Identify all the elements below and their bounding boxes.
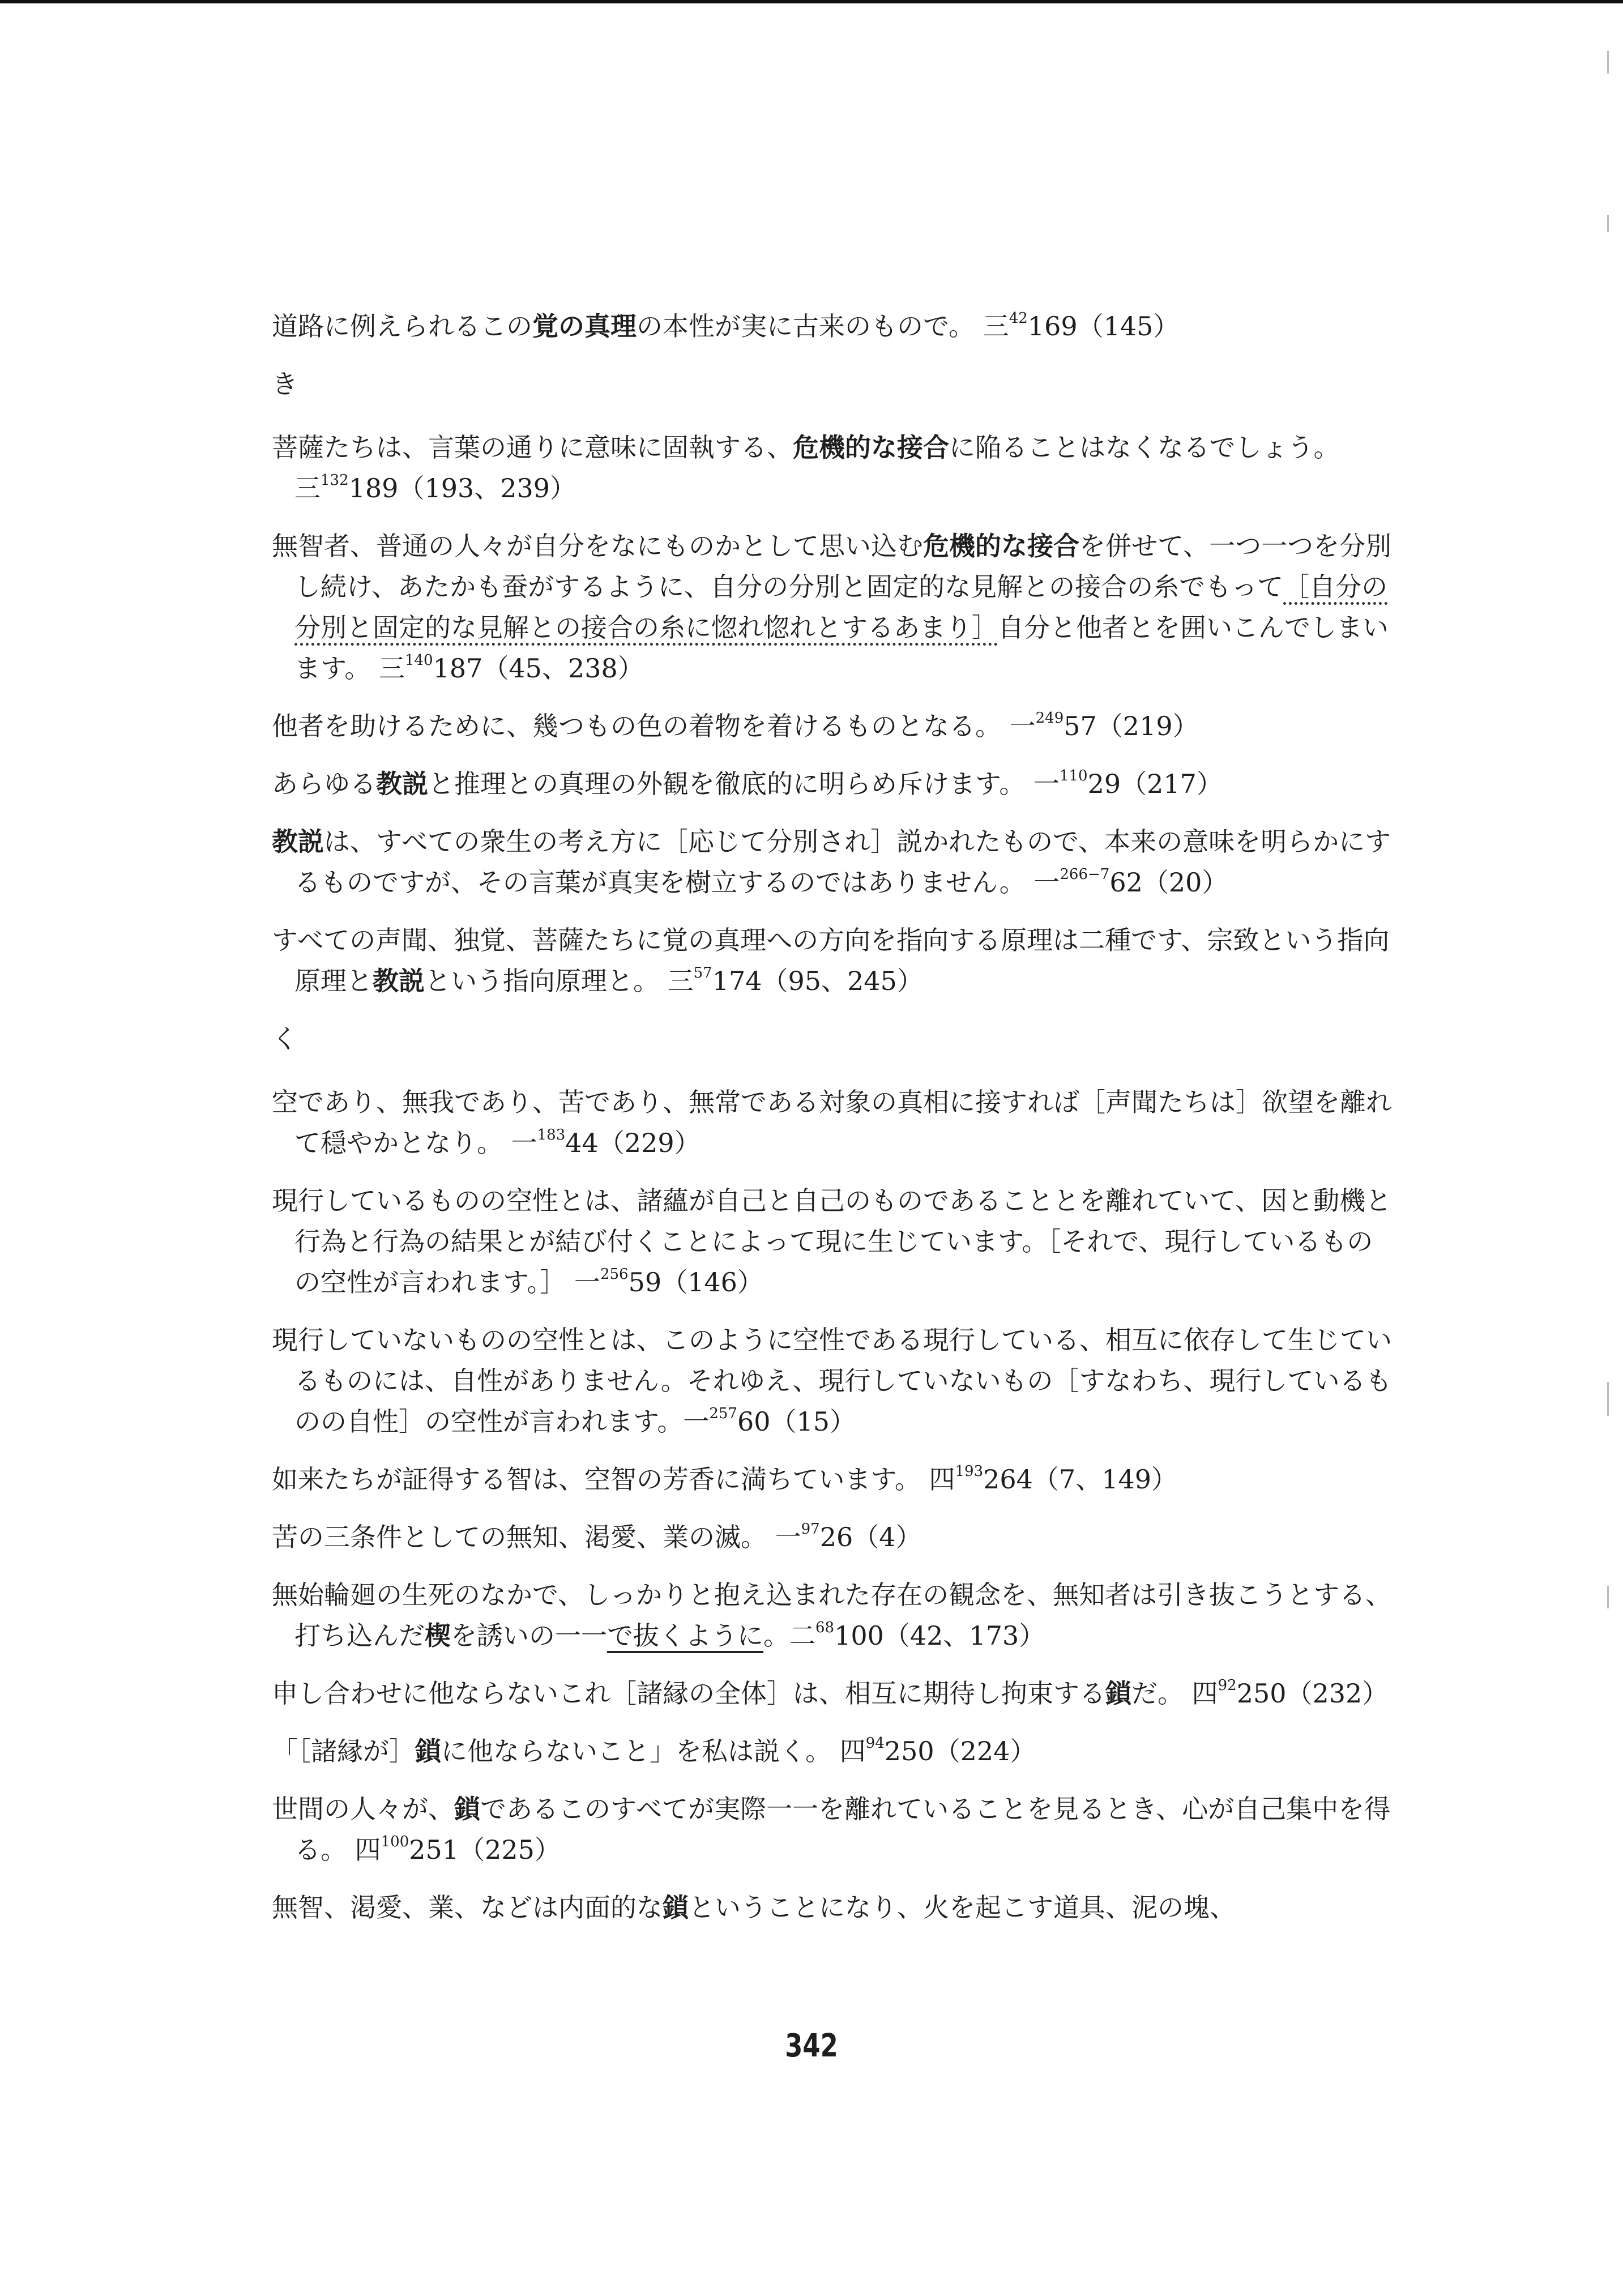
citation: [668, 966, 923, 996]
scan-edge-mark: [1607, 215, 1609, 232]
entry-text: 無智者、普通の人々が自分をなにものかとして思い込む: [272, 531, 923, 561]
index-keyword: 鎖: [415, 1736, 441, 1766]
citation-pages: 62（20）: [1109, 867, 1228, 898]
index-entry: [272, 1673, 1393, 1714]
citation-superscript: 97: [801, 1521, 820, 1538]
scan-edge-mark: [1607, 1382, 1609, 1416]
entry-text: という指向原理と。: [425, 966, 668, 996]
citation: [789, 1620, 1045, 1651]
citation-volume: 一: [574, 1267, 600, 1298]
entry-text: を誘いの一一: [451, 1620, 607, 1651]
citation: [1033, 867, 1228, 898]
citation-superscript: 57: [693, 965, 712, 981]
entry-text: 世間の人々が、: [272, 1794, 454, 1824]
citation: [574, 1267, 763, 1298]
entry-text: 現行していないものの空性とは、このように空性である現行している、相互に依存して生じているものには、自性がありません。それゆえ、現行していないもの［すなわち、現行しているものの自性］の空性が言われます。: [272, 1325, 1392, 1437]
entry-text: 空であり、無我であり、苦であり、無常である対象の真相に接すれば［声聞たちは］欲望を離れて穏やかとなり。: [272, 1087, 1392, 1158]
entry-text: であるこのすべてが実際一一を離れていることを見るとき、心が自己集中を得る。: [294, 1794, 1391, 1865]
index-keyword: 覚の真理: [532, 311, 637, 342]
citation-pages: 26（4）: [819, 1522, 922, 1552]
citation-pages: 250（224）: [884, 1736, 1036, 1766]
citation-superscript: 183: [537, 1126, 566, 1143]
citation-volume: 三: [378, 653, 405, 684]
citation: [1033, 769, 1223, 799]
citation-volume: 四: [929, 1464, 955, 1495]
citation-superscript: 249: [1035, 710, 1064, 727]
index-keyword: 鎖: [1105, 1678, 1131, 1709]
index-keyword: 危機的な接合: [923, 531, 1079, 561]
citation-pages: 187（45、238）: [433, 653, 644, 684]
entry-text: の本性が実に古来のもので。: [637, 311, 983, 342]
index-entry: [272, 1887, 1393, 1928]
citation-volume: 三: [983, 311, 1009, 342]
citation: [683, 1406, 856, 1437]
index-entry: [272, 1082, 1393, 1163]
index-entry: [272, 706, 1393, 746]
index-entry: [272, 1574, 1393, 1656]
index-entry: [272, 1459, 1393, 1500]
citation-superscript: 257: [709, 1405, 737, 1422]
entry-text: 自分と他者とを囲いこんでしまいます。: [294, 612, 1389, 684]
citation: [1192, 1678, 1389, 1709]
citation-volume: 三: [294, 473, 321, 503]
entry-text: 「［諸縁が］: [272, 1736, 415, 1766]
index-keyword: 鎖: [663, 1892, 689, 1923]
citation: [379, 653, 644, 684]
index-entry: [272, 763, 1393, 804]
entry-text: 申し合わせに他ならないこれ［諸縁の全体］は、相互に期待し拘束する: [272, 1678, 1105, 1709]
citation-superscript: 100: [381, 1833, 409, 1850]
index-keyword: 教説: [272, 826, 324, 857]
entry-text: 無智、渇愛、業、などは内面的な: [272, 1892, 663, 1923]
citation-volume: 四: [1191, 1678, 1218, 1709]
entry-text: ［自分の分別と固定的な見解との接合の糸に惚れ惚れとするあまり］: [294, 571, 1387, 646]
entry-text: 如来たちが証得する智は、空智の芳香に満ちています。: [272, 1464, 929, 1495]
index-entry: [272, 427, 1393, 509]
top-border: [0, 0, 1623, 3]
citation-pages: 57（219）: [1064, 711, 1199, 741]
citation: [294, 473, 576, 503]
citation: [775, 1522, 922, 1552]
index-entry: [272, 306, 1393, 347]
citation-volume: 四: [839, 1736, 866, 1766]
entry-text: ということになり、火を起こす道具、泥の塊、: [689, 1892, 1236, 1923]
index-entry: [272, 920, 1393, 1001]
index-keyword: 教説: [376, 769, 428, 799]
citation-pages: 59（146）: [628, 1267, 763, 1298]
entry-text: は、すべての衆生の考え方に［応じて分別され］説かれたもので、本来の意味を明らかにするものですが、その言葉が真実を樹立するのではありません。: [294, 826, 1391, 898]
citation: [355, 1834, 561, 1865]
citation-pages: 29（217）: [1087, 769, 1223, 799]
citation-volume: 一: [1009, 711, 1036, 741]
entry-text: 他者を助けるために、幾つもの色の着物を着けるものとなる。: [272, 711, 1010, 741]
citation-pages: 44（229）: [565, 1128, 701, 1158]
citation-superscript: 193: [955, 1463, 984, 1480]
citation-superscript: 266−7: [1060, 866, 1110, 883]
entry-text: を併せて、一つ一つを分別し続け、あたかも蚕がするように、自分の分別と固定的な見解との接合の糸でもって: [294, 531, 1392, 602]
citation-pages: 189（193、239）: [348, 473, 576, 503]
scan-edge-mark: [1607, 51, 1609, 74]
citation-superscript: 42: [1009, 310, 1028, 327]
citation-volume: 一: [1033, 769, 1060, 799]
citation-pages: 174（95、245）: [712, 966, 923, 996]
citation: [840, 1736, 1036, 1766]
entry-text: だ。: [1131, 1678, 1192, 1709]
index-keyword: 鎖: [454, 1794, 480, 1824]
entry-text: 苦の三条件としての無知、渇愛、業の滅。: [272, 1522, 775, 1552]
citation: [929, 1464, 1177, 1495]
entry-text: すべての声聞、独覚、菩薩たちに覚の真理への方向を指向する原理は二種です、宗致という指向原理と: [272, 925, 1390, 996]
citation-volume: 二: [789, 1620, 815, 1651]
index-entry: [272, 1517, 1393, 1557]
citation: [983, 311, 1180, 342]
index-keyword: 楔: [425, 1620, 451, 1651]
citation-superscript: 256: [600, 1266, 629, 1283]
citation-volume: 一: [511, 1128, 537, 1158]
entry-text: に他ならないこと」を私は説く。: [441, 1736, 840, 1766]
index-section-heading: き: [272, 369, 298, 399]
entry-text: と推理との真理の外観を徹底的に明らめ斥けます。: [428, 769, 1033, 799]
scan-edge-mark: [1607, 1586, 1609, 1608]
index-keyword: 危機的な接合: [793, 432, 949, 463]
index-entry: [272, 1789, 1393, 1870]
citation-volume: 一: [1033, 867, 1060, 898]
citation-pages: 251（225）: [409, 1834, 561, 1865]
index-body: [272, 306, 1393, 1945]
citation: [511, 1128, 701, 1158]
citation-pages: 250（232）: [1236, 1678, 1389, 1709]
citation-superscript: 110: [1059, 767, 1088, 784]
entry-text: 現行しているものの空性とは、諸蘊が自己と自己のものであることとを離れていて、因と動機と行為と行為の結果とが結び付くことによって現に生じています。［それで、現行しているものの空性が言われます。］: [272, 1185, 1392, 1298]
citation-superscript: 92: [1218, 1677, 1237, 1694]
citation-volume: 三: [667, 966, 694, 996]
citation-pages: 100（42、173）: [834, 1620, 1045, 1651]
index-entry: [272, 821, 1393, 903]
citation-volume: 四: [355, 1834, 381, 1865]
citation-superscript: 132: [321, 472, 349, 489]
citation-pages: 169（145）: [1027, 311, 1180, 342]
page-number: 342: [785, 2028, 838, 2064]
entry-text: 菩薩たちは、言葉の通りに意味に固執する、: [272, 432, 793, 463]
citation-volume: 一: [775, 1522, 801, 1552]
entry-text: 道路に例えられるこの: [272, 311, 532, 342]
entry-text: あらゆる: [272, 769, 376, 799]
entry-text: 。: [763, 1620, 789, 1651]
citation-pages: 264（7、149）: [983, 1464, 1177, 1495]
entry-text: に陥ることはなくなるでしょう。: [949, 432, 1340, 463]
entry-text: で抜くように: [607, 1620, 763, 1653]
index-entry: [272, 526, 1393, 689]
citation: [1010, 711, 1199, 741]
citation-superscript: 68: [815, 1619, 835, 1636]
index-section-heading: く: [272, 1023, 298, 1054]
citation-pages: 60（15）: [737, 1406, 856, 1437]
index-entry: [272, 1320, 1393, 1442]
entry-text: 無始輪廻の生死のなかで、しっかりと抱え込まれた存在の観念を、無知者は引き抜こうとする、打ち込んだ: [272, 1580, 1392, 1651]
index-entry: [272, 1180, 1393, 1303]
index-entry: [272, 1731, 1393, 1772]
citation-superscript: 94: [865, 1735, 885, 1752]
index-keyword: 教説: [373, 966, 425, 996]
citation-volume: 一: [683, 1406, 710, 1437]
citation-superscript: 140: [404, 652, 433, 669]
